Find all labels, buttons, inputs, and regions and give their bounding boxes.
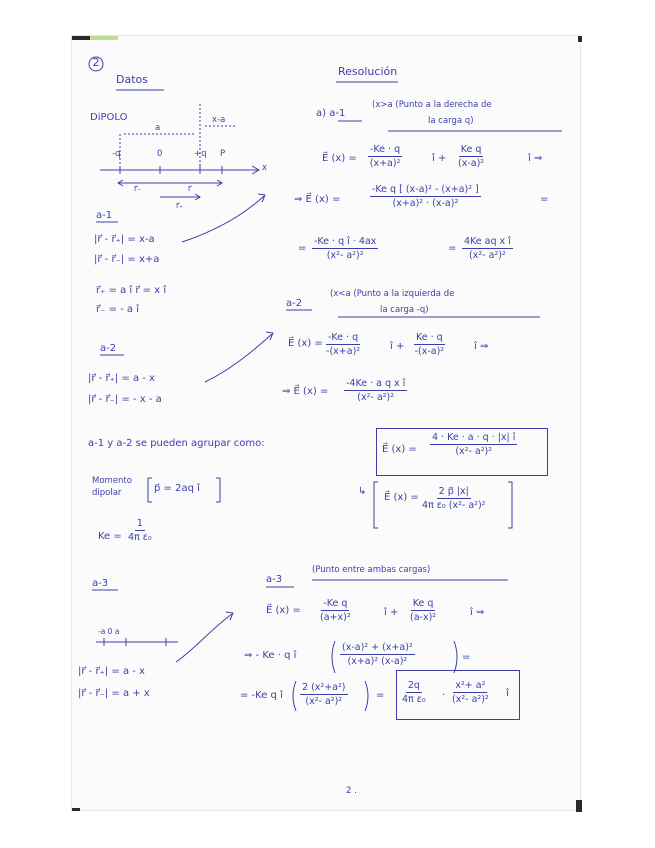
a3-field-term1 <box>320 598 351 623</box>
a3-step2-equals: = <box>462 652 471 663</box>
a3-step2-lhs: ⇒ - Ke · q î <box>244 650 297 661</box>
a1-step3-fraction2 <box>462 236 513 261</box>
a1-term1-denominator: (x+a)² <box>369 158 401 169</box>
a2-step2-numerator: -4Ke · a q x î <box>346 378 406 389</box>
box2-fraction <box>422 486 485 511</box>
a1-condition-line1: (x>a (Punto a la derecha de <box>372 100 492 110</box>
diagram-origin: 0 <box>157 149 163 159</box>
a3-heading: a-3 <box>92 578 109 589</box>
a3-box-unit-vector: î <box>506 688 509 699</box>
a2-step2-denominator: (x²- a²)² <box>357 392 395 403</box>
a3-axis-labels: -a 0 a <box>98 627 120 636</box>
a2-heading: a-2 <box>100 343 117 354</box>
a3-box-denominator2: (x²- a²)² <box>452 694 489 705</box>
a3-field-implies: î ⇒ <box>470 607 485 618</box>
a1-step2-equals: = <box>540 194 549 205</box>
a3-step3-lhs: = -Ke q î <box>240 690 283 701</box>
dipolo-label: DiPOLO <box>90 112 128 123</box>
a3-term1-denominator: (a+x)² <box>320 612 351 623</box>
a2-field-term1 <box>326 332 360 357</box>
dipolar-label: dipolar <box>92 488 122 498</box>
a1-position-minus: r⃗₋ = - a î <box>96 304 139 315</box>
box1-denominator: (x²- a²)² <box>455 446 493 457</box>
a3-distance-plus: |r⃗ - r⃗₊| = a - x <box>78 666 145 677</box>
page-section-number: 2 <box>92 56 100 69</box>
a1-step3-numerator1: -Ke · q î · 4ax <box>314 236 377 247</box>
dipole-moment-equation: p⃗ = 2aq î <box>154 483 200 494</box>
a3-box-denominator1: 4π ε₀ <box>402 694 426 705</box>
a3-step2-denominator: (x+a)² (x-a)² <box>347 656 408 667</box>
a1-step3-denominator2: (x²- a²)² <box>469 250 506 261</box>
grouping-statement: a-1 y a-2 se pueden agrupar como: <box>88 438 265 449</box>
a1-field-term2 <box>458 144 484 169</box>
a3-field-lhs: E⃗ (x) = <box>266 605 301 616</box>
a2-field-implies: î ⇒ <box>474 341 489 352</box>
a3-condition: (Punto entre ambas cargas) <box>312 565 431 575</box>
a3-term1-numerator: -Ke q <box>323 598 348 609</box>
a1-distance-plus: |r⃗ - r⃗₊| = x-a <box>94 234 155 245</box>
page-number: 2 . <box>346 786 357 796</box>
a3-case-heading: a-3 <box>266 574 283 585</box>
a1-step2-lhs: ⇒ E⃗ (x) = <box>294 194 341 205</box>
ke-lhs: Ke = <box>98 531 122 542</box>
a1-term2-numerator: Ke q <box>460 144 482 155</box>
diagram-a-label: a <box>155 123 161 133</box>
a1-distance-minus: |r⃗ - r⃗₋| = x+a <box>94 254 160 265</box>
a2-term2-denominator: -(x-a)² <box>414 346 445 357</box>
a3-box-numerator2: x²+ a² <box>455 680 486 691</box>
a2-distance-plus: |r⃗ - r⃗₊| = a - x <box>88 373 155 384</box>
a3-box-numerator1: 2q <box>407 680 420 691</box>
a3-step2-fraction <box>340 642 415 667</box>
ke-numerator: 1 <box>136 518 143 529</box>
a2-distance-minus: |r⃗ - r⃗₋| = - x - a <box>88 394 162 405</box>
datos-heading: Datos <box>116 73 148 86</box>
a3-distance-minus: |r⃗ - r⃗₋| = a + x <box>78 688 150 699</box>
a1-step3-lhs: = <box>298 243 307 254</box>
a1-step3-fraction1 <box>312 236 378 261</box>
resolucion-heading: Resolución <box>338 65 398 78</box>
a2-term1-denominator: -(x+a)² <box>326 346 361 357</box>
a2-step2-lhs: ⇒ E⃗ (x) = <box>282 386 329 397</box>
a2-term2-numerator: Ke · q <box>416 332 443 343</box>
a1-step2-denominator: (x+a)² · (x-a)² <box>392 198 459 209</box>
a3-step3-equals: = <box>376 690 385 701</box>
a2-condition-line1: (x<a (Punto a la izquierda de <box>330 289 455 299</box>
a1-step3-denominator1: (x²- a²)² <box>326 250 364 261</box>
box2-denominator: 4π ε₀ (x²- a²)² <box>422 500 486 511</box>
a3-step3-numerator: 2 (x²+a²) <box>302 682 346 693</box>
a2-step2-fraction <box>344 378 407 403</box>
a1-step3-numerator2: 4Ke aq x î <box>464 236 511 247</box>
a1-step3-equals: = <box>448 243 457 254</box>
a1-case-heading: a) a-1 <box>316 108 346 119</box>
a1-field-lhs: E⃗ (x) = <box>322 153 357 164</box>
diagram-point-p: P <box>220 149 226 159</box>
diagram-plus-q: +q <box>194 149 207 159</box>
a2-field-plus: î + <box>390 341 405 352</box>
a3-field-term2 <box>410 598 436 623</box>
a2-term1-numerator: -Ke · q <box>328 332 359 343</box>
ke-denominator: 4π ε₀ <box>128 532 152 543</box>
box2-arrow: ↳ <box>358 486 367 497</box>
a3-box-fraction1 <box>402 680 426 705</box>
a1-field-plus: î + <box>432 153 447 164</box>
box2-lhs: E⃗ (x) = <box>384 492 419 503</box>
box1-fraction <box>430 432 517 457</box>
a1-field-implies: î ⇒ <box>528 153 543 164</box>
box1-numerator: 4 · Ke · a · q · |x| î <box>432 432 516 443</box>
a3-step2-numerator: (x-a)² + (x+a)² <box>342 642 413 653</box>
a3-box-fraction2 <box>452 680 489 705</box>
a1-position-plus: r⃗₊ = a î r⃗ = x î <box>96 285 167 296</box>
ke-fraction <box>128 518 152 543</box>
a1-step2-numerator: -Ke q [ (x-a)² - (x+a)² ] <box>372 184 479 195</box>
a1-term2-denominator: (x-a)² <box>458 158 485 169</box>
a1-term1-numerator: -Ke · q <box>370 144 401 155</box>
momento-label: Momento <box>92 476 132 486</box>
diagram-r-plus: r⃗₊ <box>176 201 184 210</box>
a3-term2-numerator: Ke q <box>412 598 434 609</box>
diagram-x-axis-label: x <box>262 163 268 173</box>
a1-step2-fraction <box>370 184 481 209</box>
a2-field-lhs: E⃗ (x) = <box>288 338 323 349</box>
diagram-xa-label: x-a <box>212 115 226 125</box>
a1-heading: a-1 <box>96 210 113 221</box>
a2-case-heading: a-2 <box>286 298 303 309</box>
a1-field-term1 <box>368 144 402 169</box>
box1-lhs: E⃗ (x) = <box>382 444 417 455</box>
a3-step3-denominator: (x²- a²)² <box>305 696 343 707</box>
a2-field-term2 <box>414 332 445 357</box>
diagram-r-minus: r⃗₋ <box>134 184 142 193</box>
a3-term2-denominator: (a-x)² <box>410 612 437 623</box>
a1-condition-line2: la carga q) <box>428 116 474 126</box>
diagram-r-vector: r⃗ <box>188 184 192 193</box>
a3-step3-fraction <box>300 682 348 707</box>
a3-field-plus: î + <box>384 607 399 618</box>
box2-numerator: 2 p⃗ |x| <box>438 486 469 497</box>
diagram-minus-q: -q <box>112 149 121 159</box>
a3-box-dot: · <box>442 690 446 701</box>
a2-condition-line2: la carga -q) <box>380 305 429 315</box>
